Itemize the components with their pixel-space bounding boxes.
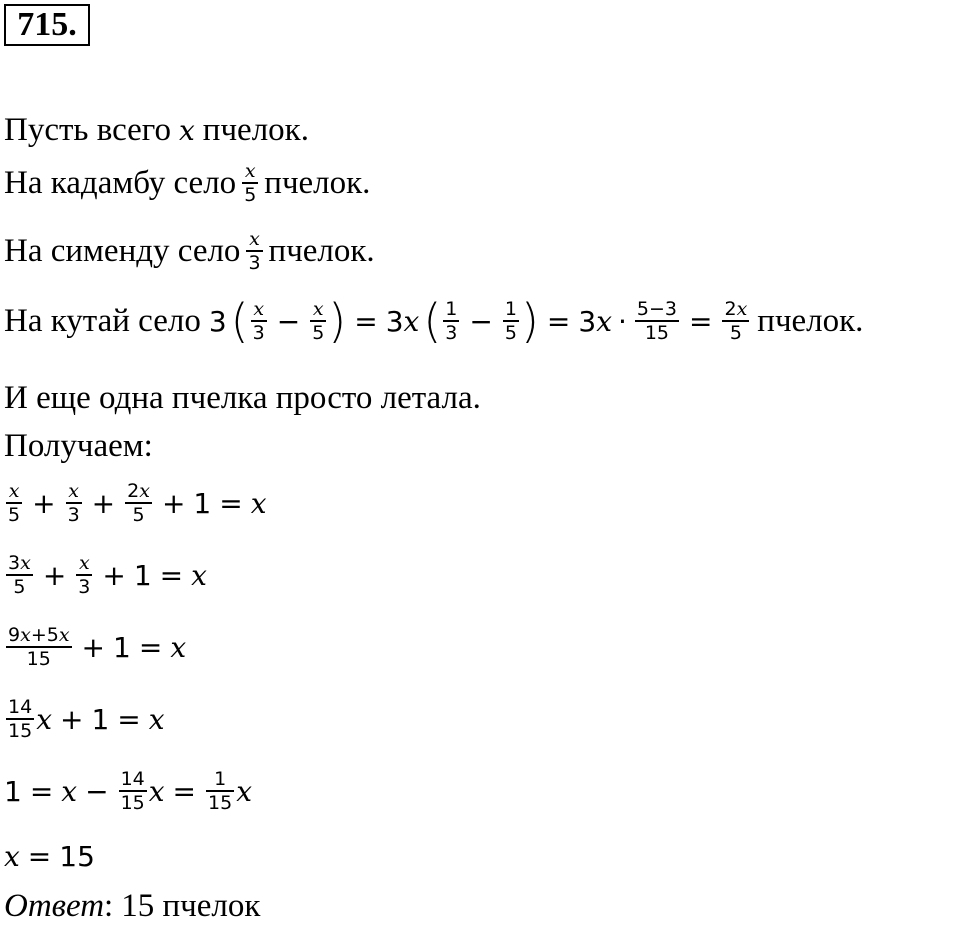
- line-one-bee: [4, 380, 481, 417]
- equation-3: $\frac{9x+5x}{15}$ + 1 = x: [8, 624, 187, 670]
- text-bees: пчелок.: [757, 302, 864, 339]
- text-kutay: На кутай село: [4, 302, 201, 339]
- line-kutay: На кутай село 3 ( $\frac{x}{3}$ − $\frac{x}{5}$ ) = 3 x ( $\frac{1}{3}$ − $\frac{1}{5}$ ) = 3 x · $\frac{5-3}{15}$ = $\frac{2x}{5}$ пчелок.: [4, 294, 864, 348]
- answer-label: Ответ: [4, 888, 105, 924]
- fraction-x-3: $\frac{x}{3}$: [248, 228, 261, 274]
- answer-line: [4, 888, 260, 925]
- var-x: x: [179, 114, 195, 147]
- text-bees: пчелок.: [264, 164, 371, 201]
- text-bees: пчелок.: [268, 232, 375, 269]
- text-we-get: Получаем:: [4, 428, 153, 464]
- equation-6: x = 15: [4, 840, 95, 873]
- text-one-bee: И еще одна пчелка просто летала.: [4, 380, 481, 416]
- line-kadamba: [4, 160, 370, 206]
- answer-colon: :: [104, 888, 114, 924]
- equation-4: $\frac{14}{15}$ x + 1 = x: [8, 696, 165, 742]
- line-simendu: [4, 228, 375, 274]
- problem-number: 715.: [4, 4, 90, 46]
- equation-1: $\frac{x}{5}$ + $\frac{x}{3}$ + $\frac{2x}{5}$ + 1 = x: [8, 480, 267, 526]
- fraction-x-5: $\frac{x}{5}$: [244, 160, 257, 206]
- line-we-get: [4, 428, 153, 465]
- text-let-all: Пусть всего: [4, 112, 171, 148]
- answer-text: 15 пчелок: [121, 888, 261, 924]
- text-kadamba: На кадамбу село: [4, 164, 237, 201]
- equation-5: 1 = x − $\frac{14}{15}$ x = $\frac{1}{15}$ x: [4, 768, 252, 814]
- line-let-x: [4, 112, 309, 149]
- text-simendu: На сименду село: [4, 232, 241, 269]
- text-bees: пчелок.: [202, 112, 309, 148]
- equation-2: $\frac{3x}{5}$ + $\frac{x}{3}$ + 1 = x: [8, 552, 207, 598]
